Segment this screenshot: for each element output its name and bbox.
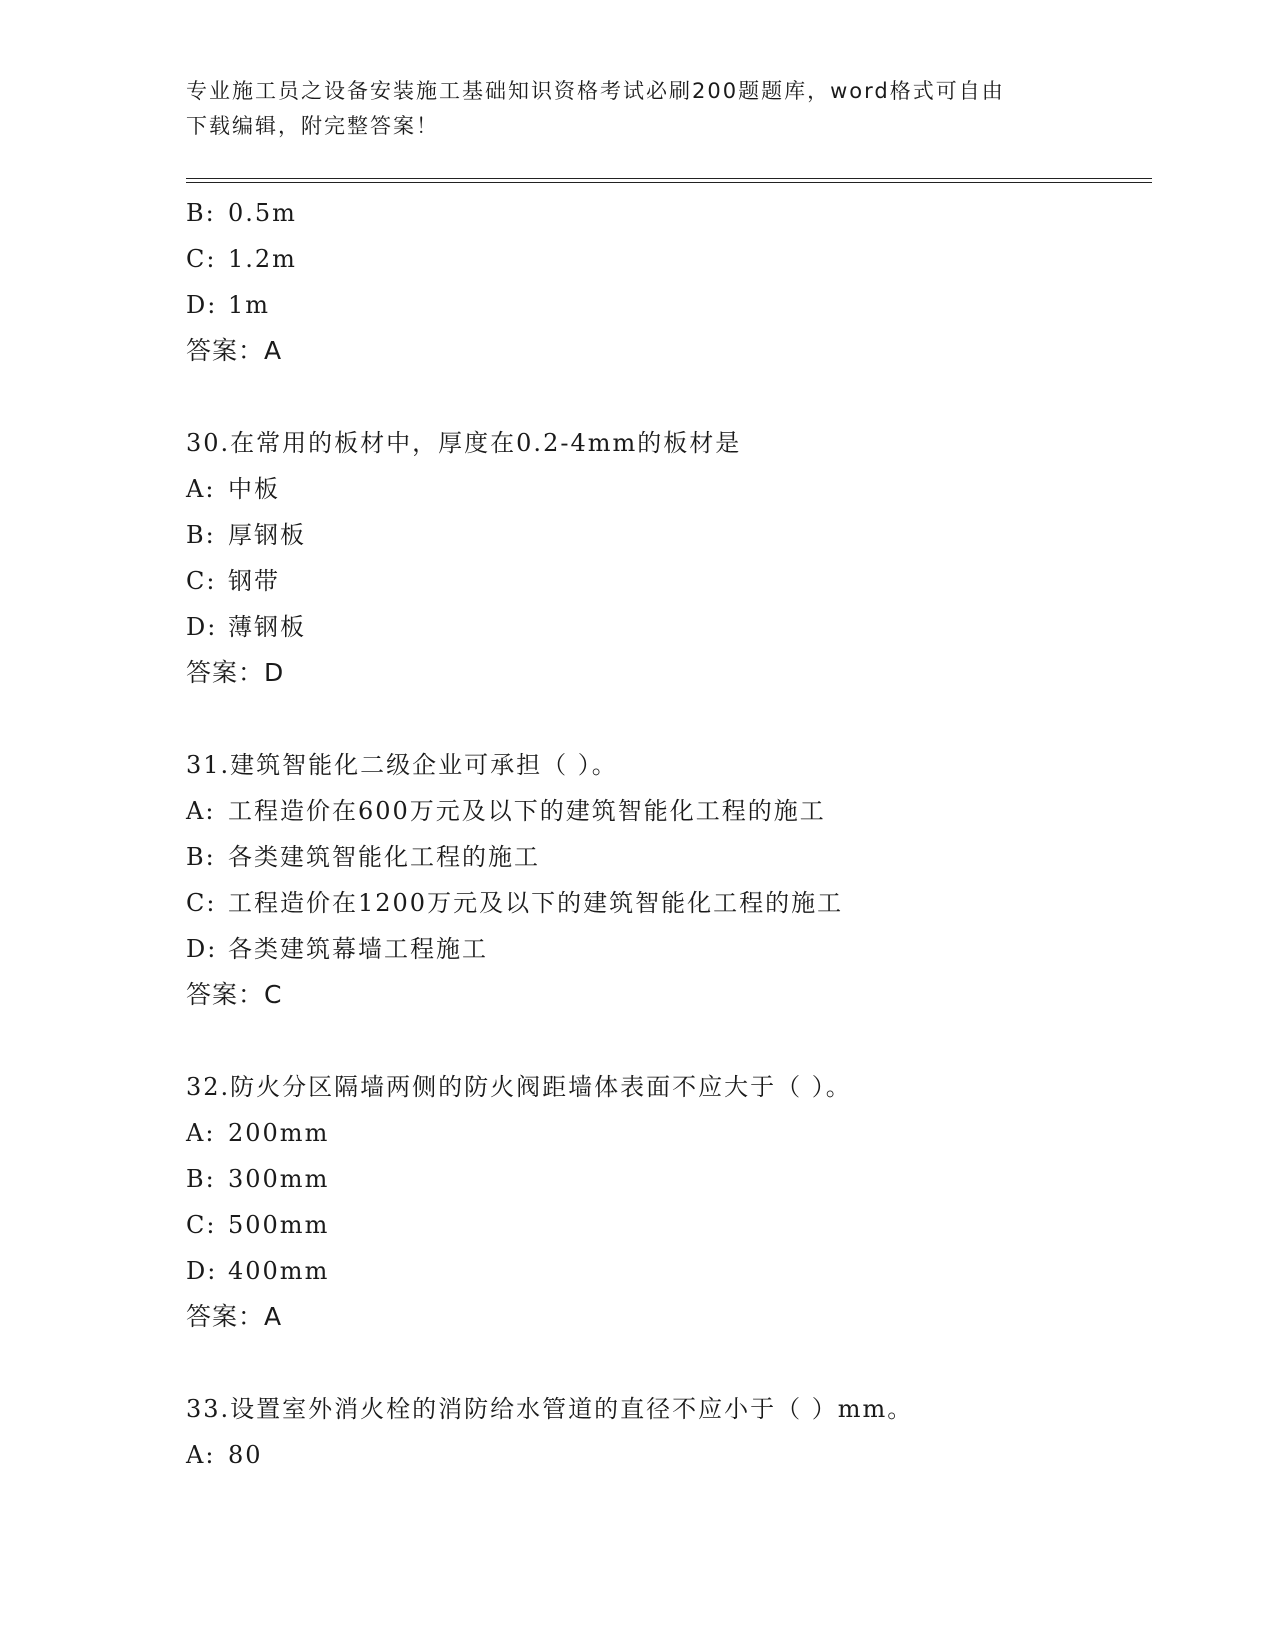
spacer (186, 1018, 1146, 1064)
option-text: 中板 (228, 475, 280, 503)
option-letter: D: (186, 291, 218, 319)
option-text: 各类建筑智能化工程的施工 (228, 843, 540, 871)
option-d (186, 604, 1146, 650)
option-letter: A: (186, 1119, 216, 1147)
option-text: 厚钢板 (228, 521, 306, 549)
question-block-32 (186, 1064, 1146, 1340)
option-letter: A: (186, 475, 216, 503)
option-c (186, 1202, 1146, 1248)
option-text: 钢带 (228, 567, 280, 595)
option-b (186, 834, 1146, 880)
option-letter: C: (186, 889, 217, 917)
option-a (186, 1432, 1146, 1478)
answer-line: 答案：A (186, 1302, 283, 1331)
question-block-30 (186, 420, 1146, 696)
option-d (186, 926, 1146, 972)
option-c (186, 236, 1146, 282)
option-letter: D: (186, 1257, 218, 1285)
option-text: 200mm (228, 1119, 330, 1147)
option-letter: B: (186, 843, 216, 871)
question-stem: 30.在常用的板材中，厚度在0.2-4mm的板材是 (186, 429, 742, 457)
option-text: 0.5m (228, 199, 297, 227)
option-letter: A: (186, 797, 216, 825)
page-header (186, 74, 1066, 144)
question-block-29 (186, 190, 1146, 374)
spacer (186, 1340, 1146, 1386)
option-text: 1.2m (228, 245, 297, 273)
option-letter: C: (186, 245, 217, 273)
option-text: 工程造价在600万元及以下的建筑智能化工程的施工 (228, 797, 826, 825)
option-c (186, 558, 1146, 604)
option-letter: B: (186, 521, 216, 549)
option-text: 300mm (228, 1165, 330, 1193)
option-a (186, 1110, 1146, 1156)
option-text: 80 (228, 1441, 263, 1469)
question-block-31 (186, 742, 1146, 1018)
option-text: 各类建筑幕墙工程施工 (228, 935, 488, 963)
option-letter: B: (186, 199, 216, 227)
option-b (186, 512, 1146, 558)
question-stem: 32.防火分区隔墙两侧的防火阀距墙体表面不应大于（ ）。 (186, 1073, 852, 1101)
question-list (186, 190, 1146, 1478)
question-stem: 31.建筑智能化二级企业可承担（ ）。 (186, 751, 618, 779)
option-letter: C: (186, 1211, 217, 1239)
answer-line: 答案：D (186, 658, 285, 687)
option-text: 400mm (228, 1257, 330, 1285)
option-letter: A: (186, 1441, 216, 1469)
header-line-1: 专业施工员之设备安装施工基础知识资格考试必刷200题题库，word格式可自由 (186, 79, 1005, 103)
spacer (186, 374, 1146, 420)
option-a (186, 788, 1146, 834)
option-letter: D: (186, 935, 218, 963)
header-line-2: 下载编辑，附完整答案！ (186, 114, 439, 138)
spacer (186, 696, 1146, 742)
option-text: 1m (228, 291, 271, 319)
question-block-33 (186, 1386, 1146, 1478)
option-letter: D: (186, 613, 218, 641)
answer-line: 答案：A (186, 336, 283, 365)
option-c (186, 880, 1146, 926)
header-divider (186, 178, 1152, 183)
option-letter: B: (186, 1165, 216, 1193)
option-text: 工程造价在1200万元及以下的建筑智能化工程的施工 (228, 889, 844, 917)
option-text: 薄钢板 (228, 613, 306, 641)
option-d (186, 282, 1146, 328)
option-b (186, 190, 1146, 236)
option-text: 500mm (228, 1211, 330, 1239)
option-a (186, 466, 1146, 512)
option-b (186, 1156, 1146, 1202)
answer-line: 答案：C (186, 980, 283, 1009)
question-stem: 33.设置室外消火栓的消防给水管道的直径不应小于（ ）mm。 (186, 1395, 914, 1423)
option-d (186, 1248, 1146, 1294)
option-letter: C: (186, 567, 217, 595)
